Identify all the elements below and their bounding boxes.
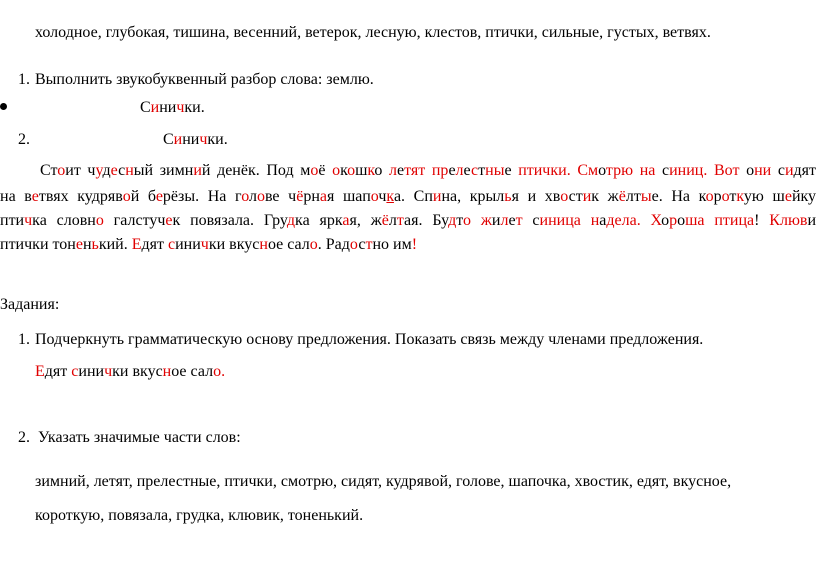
paragraph-line-2: на ветвях кудрявой берёзы. На голове чёрная шапочка. Спина, крылья и хвостик жёлтые. На короткую шейку bbox=[0, 188, 816, 205]
task-1-example: Едят синички вкусное сало. bbox=[35, 363, 226, 380]
paragraph-line-3: птичка словно галстучек повязала. Грудка яркая, жёлтая. Будто жилет синица надела. Хороша птица! Клюви bbox=[0, 212, 816, 229]
task-2-words-line-1: зимний, летят, прелестные, птички, смотрю, сидят, кудрявой, голове, шапочка, хвостик, едят, вкусное, bbox=[35, 473, 732, 490]
task-2-number: 2. bbox=[18, 429, 30, 446]
task-2-text: Указать значимые части слов: bbox=[38, 429, 241, 446]
tasks-heading: Задания: bbox=[0, 296, 60, 313]
word-list-line: холодное, глубокая, тишина, весенний, ветерок, лесную, клестов, птички, сильные, густых, ветвях. bbox=[35, 24, 711, 41]
paragraph-line-4: птички тоненький. Едят синички вкусное сало. Радостно им! bbox=[0, 236, 418, 253]
paragraph-line-1: Стоит чудесный зимний денёк. Под моё окошко летят прелестные птички. Смотрю на синиц. Вот они сидят bbox=[40, 162, 816, 179]
item-1-number: 1. bbox=[18, 71, 30, 88]
task-2-words-line-2: короткую, повязала, грудка, клювик, тоненький. bbox=[35, 507, 364, 524]
task-1-number: 1. bbox=[18, 331, 30, 348]
item-1-text: Выполнить звукобуквенный разбор слова: землю. bbox=[35, 71, 374, 88]
task-1-text: Подчеркнуть грамматическую основу предложения. Показать связь между членами предложения. bbox=[35, 331, 704, 348]
item-2-word: Синички. bbox=[163, 131, 228, 148]
bullet-icon bbox=[0, 103, 7, 110]
bullet-word: Синички. bbox=[140, 99, 205, 116]
item-2-number: 2. bbox=[18, 131, 30, 148]
